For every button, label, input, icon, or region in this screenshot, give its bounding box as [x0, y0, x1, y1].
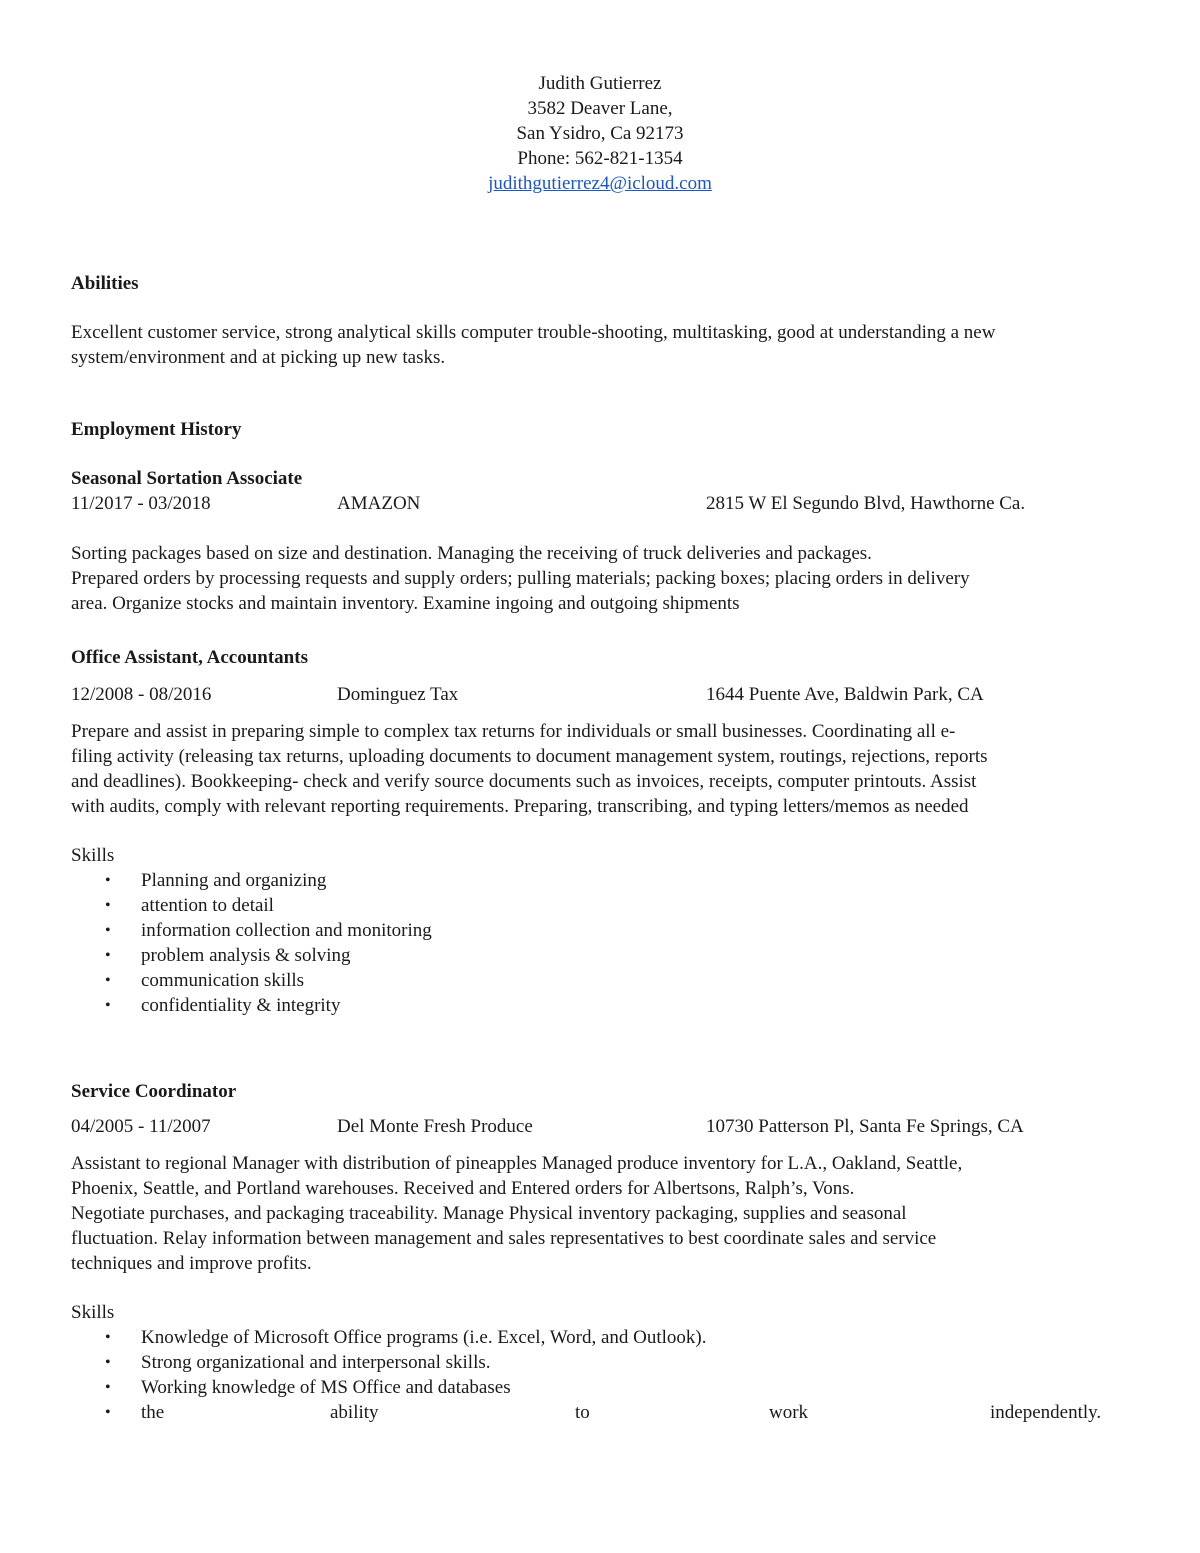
bullet-icon: •	[105, 997, 111, 1014]
job-description-line: Negotiate purchases, and packaging traceability. Manage Physical inventory packaging, supplies and seasonal	[71, 1203, 907, 1224]
skill-item	[71, 893, 1128, 918]
skill-text: communication skills	[141, 970, 305, 991]
skill-item	[71, 1325, 1128, 1350]
job-description	[71, 1151, 1128, 1276]
job-title: Office Assistant, Accountants	[71, 647, 308, 668]
job-description-line: filing activity (releasing tax returns, uploading documents to document management system, routings, rejections, reports	[71, 746, 988, 767]
abilities-heading: Abilities	[71, 273, 139, 294]
job-title: Seasonal Sortation Associate	[71, 468, 303, 489]
skills-block	[71, 843, 1128, 1018]
contact-phone: Phone: 562-821-1354	[517, 148, 683, 169]
bullet-icon: •	[105, 972, 111, 989]
job-dates: 11/2017 - 03/2018	[71, 493, 211, 514]
contact-street: 3582 Deaver Lane,	[527, 98, 673, 119]
bullet-icon: •	[105, 947, 111, 964]
job-description-line: and deadlines). Bookkeeping- check and verify source documents such as invoices, receipts, computer printouts. Assist	[71, 771, 977, 792]
abilities-line: Excellent customer service, strong analytical skills computer trouble-shooting, multitasking, good at understanding a new	[71, 322, 996, 343]
job-address: 2815 W El Segundo Blvd, Hawthorne Ca.	[706, 493, 1026, 514]
job-description-line: techniques and improve profits.	[71, 1253, 312, 1274]
employment-heading: Employment History	[71, 419, 242, 440]
job-description-line: Assistant to regional Manager with distribution of pineapples Managed produce inventory for L.A., Oakland, Seattle,	[71, 1153, 963, 1174]
job-description-line: Prepare and assist in preparing simple to complex tax returns for individuals or small businesses. Coordinating all e-	[71, 721, 956, 742]
job-description	[71, 719, 1128, 819]
skills-label: Skills	[71, 1302, 115, 1323]
skills-block	[71, 1300, 1128, 1425]
skill-item	[71, 918, 1128, 943]
skill-word: work	[769, 1402, 809, 1423]
job-dates: 04/2005 - 11/2007	[71, 1116, 211, 1137]
skill-word: independently.	[990, 1402, 1102, 1423]
skills-list	[71, 1325, 1128, 1425]
job-description-line: with audits, comply with relevant reporting requirements. Preparing, transcribing, and typing letters/memos as needed	[71, 796, 969, 817]
skill-text: information collection and monitoring	[141, 920, 432, 941]
job-address: 1644 Puente Ave, Baldwin Park, CA	[706, 684, 984, 705]
skill-text: Strong organizational and interpersonal skills.	[141, 1352, 491, 1373]
skill-item	[71, 943, 1128, 968]
job-company: Del Monte Fresh Produce	[337, 1116, 533, 1137]
skills-label: Skills	[71, 845, 115, 866]
job-description	[71, 541, 1128, 616]
abilities-line: system/environment and at picking up new tasks.	[71, 347, 446, 368]
skill-text: confidentiality & integrity	[141, 995, 341, 1016]
skill-item	[71, 1400, 1128, 1425]
bullet-icon: •	[105, 897, 111, 914]
job-meta-row	[71, 1114, 1128, 1139]
job-description-line: Phoenix, Seattle, and Portland warehouses. Received and Entered orders for Albertsons, Ralph’s, Vons.	[71, 1178, 855, 1199]
skill-text-spread	[141, 1400, 1128, 1425]
skill-text: problem analysis & solving	[141, 945, 351, 966]
job-title: Service Coordinator	[71, 1081, 237, 1102]
contact-city: San Ysidro, Ca 92173	[516, 123, 684, 144]
skills-list	[71, 868, 1128, 1018]
skill-item	[71, 1350, 1128, 1375]
skill-text: Knowledge of Microsoft Office programs (i.e. Excel, Word, and Outlook).	[141, 1327, 707, 1348]
skill-item	[71, 868, 1128, 893]
job-company: AMAZON	[337, 493, 421, 514]
skill-word: to	[575, 1402, 590, 1423]
contact-name: Judith Gutierrez	[538, 73, 662, 94]
bullet-icon: •	[105, 922, 111, 939]
bullet-icon: •	[105, 1379, 111, 1396]
abilities-text	[71, 320, 1128, 370]
skill-item	[71, 968, 1128, 993]
bullet-icon: •	[105, 872, 111, 889]
job-meta-row	[71, 682, 1128, 707]
bullet-icon: •	[105, 1329, 111, 1346]
job-company: Dominguez Tax	[337, 684, 459, 705]
job-dates: 12/2008 - 08/2016	[71, 684, 212, 705]
job-description-line: Sorting packages based on size and destination. Managing the receiving of truck deliveries and packages.	[71, 543, 872, 564]
skill-item	[71, 993, 1128, 1018]
job-description-line: Prepared orders by processing requests and supply orders; pulling materials; packing boxes; placing orders in delivery	[71, 568, 970, 589]
contact-email-link[interactable]: judithgutierrez4@icloud.com	[488, 173, 712, 194]
contact-block	[0, 71, 1200, 196]
skill-text: Working knowledge of MS Office and databases	[141, 1377, 511, 1398]
job-description-line: fluctuation. Relay information between management and sales representatives to best coordinate sales and service	[71, 1228, 937, 1249]
job-meta-row	[71, 491, 1128, 516]
skill-item	[71, 1375, 1128, 1400]
skill-text: Planning and organizing	[141, 870, 327, 891]
skill-word: ability	[330, 1402, 379, 1423]
job-description-line: area. Organize stocks and maintain inventory. Examine ingoing and outgoing shipments	[71, 593, 740, 614]
skill-text: attention to detail	[141, 895, 274, 916]
bullet-icon: •	[105, 1354, 111, 1371]
bullet-icon: •	[105, 1404, 111, 1421]
job-address: 10730 Patterson Pl, Santa Fe Springs, CA	[706, 1116, 1024, 1137]
skill-word: the	[141, 1402, 165, 1423]
